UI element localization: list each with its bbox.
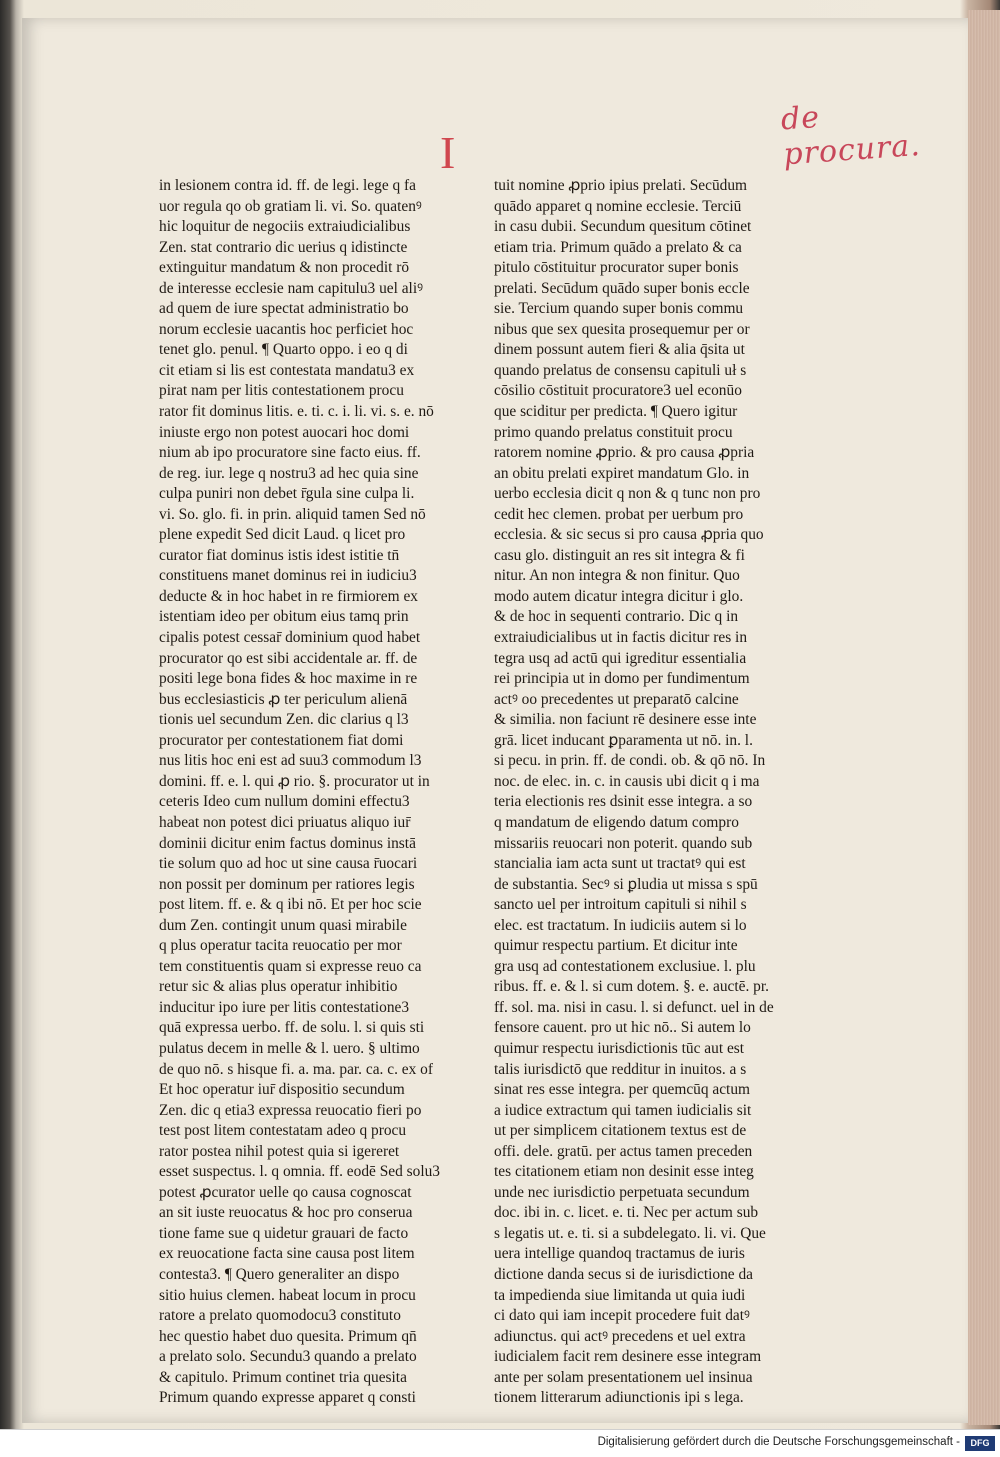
text-line: non possit per dominum per ratiores legis	[159, 875, 415, 893]
text-line: s legatis ut. e. ti. si a subdelegato. li. vi. Que	[494, 1224, 766, 1242]
text-line: elec. est tractatum. In iudiciis autem si lo	[494, 916, 747, 934]
text-line: test post litem contestatam adeo q procu	[159, 1122, 407, 1140]
text-line: & capitulo. Primum continet tria quesita	[159, 1368, 407, 1386]
text-line: uera intellige quandoq tractamus de iuris	[494, 1245, 745, 1263]
text-line: tes citationem etiam non desinit esse integ	[494, 1163, 754, 1181]
text-line: & de hoc in sequenti contrario. Dic q in	[494, 608, 739, 626]
text-line: casu glo. distinguit an res sit integra & fi	[494, 546, 745, 564]
text-line: retur sic & alias plus operatur inhibitio	[159, 978, 398, 996]
text-line: nibus que sex quesita prosequemur per or	[494, 320, 750, 338]
dfg-logo: DFG	[965, 1436, 995, 1451]
text-line: missariis reuocari non poterit. quando sub	[494, 834, 753, 852]
text-line: norum ecclesie uacantis hoc perficiet hoc	[159, 320, 414, 338]
text-line: curator fiat dominus istis idest istitie tn̄	[159, 546, 400, 564]
text-line: fensore cauent. pro ut hic nō.. Si autem lo	[494, 1019, 751, 1037]
text-line: de quo nō. s hisque fi. a. ma. par. ca. c. ex of	[159, 1060, 433, 1078]
text-line: rator fit dominus litis. e. ti. c. i. li. vi. s. e. nō	[159, 403, 434, 421]
text-line: an sit iuste reuocatus & hoc pro conserua	[159, 1204, 413, 1222]
text-line: iudicialem facit rem desinere esse integram	[494, 1348, 762, 1366]
text-line: si pecu. in prin. ff. de condi. ob. & qō nō. In	[494, 752, 766, 770]
text-line: inducitur ipo iure per litis contestatione3	[159, 998, 410, 1016]
text-line: actꝰ oo precedentes ut preparatō calcine	[494, 690, 739, 708]
text-line: in casu dubii. Secundum quesitum cōtinet	[494, 218, 752, 236]
text-line: pirat nam per litis contestationem procu	[159, 382, 404, 400]
text-line: a iudice extractum qui tamen iudicialis sit	[494, 1101, 752, 1119]
text-line: rator postea nihil potest quia si igereret	[159, 1142, 400, 1160]
text-line: q plus operatur tacita reuocatio per mor	[159, 937, 402, 955]
page-edge	[968, 10, 1000, 1425]
text-line: tionem litterarum adiunctionis ipi s lega.	[494, 1389, 744, 1407]
text-line: culpa puniri non debet r̄gula sine culpa li.	[159, 485, 415, 503]
text-line: de interesse ecclesie nam capitulu3 uel aliꝰ	[159, 279, 423, 297]
rubricated-initial: I	[440, 127, 456, 178]
text-line: doc. ibi in. c. licet. e. ti. Nec per actum sub	[494, 1204, 759, 1222]
text-line: prelati. Secūdum quādo super bonis eccle	[494, 279, 750, 297]
text-line: tie solum quo ad hoc ut sine causa r̄uocari	[159, 855, 418, 873]
text-line: ta impedienda siue limitanda ut quia iudi	[494, 1286, 746, 1304]
text-line: Primum quando expresse apparet q consti	[159, 1389, 416, 1407]
text-line: potest ꝓcurator uelle qo causa cognoscat	[159, 1183, 412, 1201]
text-line: quimur respectu partium. Et dicitur inte	[494, 937, 738, 955]
text-line: de reg. iur. lege q nostru3 ad hec quia sine	[159, 464, 419, 482]
text-line: extinguitur mandatum & non procedit rō	[159, 259, 410, 277]
right-text-column	[494, 176, 786, 1409]
text-line: ut per simplicem citationem textus est de	[494, 1122, 747, 1140]
text-line: istentiam ideo per obitum eius tamq prin	[159, 608, 409, 626]
book-page	[22, 18, 968, 1423]
text-line: cedit hec clemen. probat per uerbum pro	[494, 505, 744, 523]
text-line: contesta3. ¶ Quero generaliter an dispo	[159, 1265, 400, 1283]
text-line: nus litis hoc eni est ad suu3 commodum l3	[159, 752, 422, 770]
text-line: Zen. dic q etia3 expressa reuocatio fieri po	[159, 1101, 422, 1119]
text-line: stancialia iam acta sunt ut tractatꝰ qui est	[494, 855, 746, 873]
text-line: vi. So. glo. fi. in prin. aliquid tamen Sed nō	[159, 505, 426, 523]
text-line: ci dato qui iam incepit procedere fuit datꝰ	[494, 1307, 750, 1325]
text-line: dominii dicitur enim factus dominus instā	[159, 834, 416, 852]
text-line: ad quem de iure spectat administratio bo	[159, 300, 409, 318]
text-line: sie. Tercium quando super bonis commu	[494, 300, 744, 318]
text-line: sitio huius clemen. habeat locum in procu	[159, 1286, 416, 1304]
text-line: bus ecclesiasticis ꝓ ter periculum alienā	[159, 690, 408, 708]
text-line: ratore a prelato quomodocu3 constituto	[159, 1307, 401, 1325]
text-line: in lesionem contra id. ff. de legi. lege q fa	[159, 177, 416, 194]
text-line: ante per solam presentationem uel insinua	[494, 1368, 753, 1386]
text-line: rei principia ut in domo per fundimentum	[494, 670, 750, 688]
text-line: procurator qo est sibi accidentale ar. ff. de	[159, 649, 418, 667]
text-line: unde nec iurisdictio perpetuata secundum	[494, 1183, 750, 1201]
text-line: constituens manet dominus rei in iudiciu3	[159, 567, 417, 585]
text-line: Et hoc operatur iur̄ dispositio secundum	[159, 1081, 405, 1099]
text-line: extraiudicialibus ut in factis dicitur res in	[494, 629, 748, 647]
text-line: dinem possunt autem fieri & alia q̄sita ut	[494, 341, 745, 359]
text-line: uerbo ecclesia dicit q non & q tunc non pro	[494, 485, 761, 503]
text-line: tuit nomine ꝓprio ipius prelati. Secūdum	[494, 177, 748, 194]
text-line: teria electionis res dsinit esse integra. a so	[494, 793, 753, 811]
text-line: positi lege bona fides & hoc maxime in re	[159, 670, 418, 688]
text-line: noc. de elec. in. c. in causis ubi dicit q i ma	[494, 772, 760, 790]
text-line: plene expedit Sed dicit Laud. q licet pro	[159, 526, 406, 544]
text-line: que sciditur per predicta. ¶ Quero igitur	[494, 403, 738, 421]
text-line: tione fame sue q uidetur grauari de facto	[159, 1224, 409, 1242]
text-line: post litem. ff. e. & q ibi nō. Et per hoc scie	[159, 896, 422, 914]
text-line: grā. licet inducant ꝑparamenta ut nō. in. l.	[494, 731, 753, 749]
text-line: habeat non potest dici priuatus aliquo iur̄	[159, 813, 411, 831]
text-line: ribus. ff. e. & l. si cum dotem. §. e. auctē. pr.	[494, 978, 769, 996]
text-line: primo quando prelatus constituit procu	[494, 423, 733, 441]
text-line: dictione danda secus si de iurisdictione da	[494, 1265, 754, 1283]
text-line: dum Zen. contingit unum quasi mirabile	[159, 916, 407, 934]
text-line: sinat res esse integra. per quemcūq actum	[494, 1081, 750, 1099]
text-line: a prelato solo. Secundu3 quando a prelato	[159, 1348, 417, 1366]
text-line: nium ab ipo procuratore sine facto eius. ff.	[159, 444, 421, 462]
text-line: & similia. non faciunt rē desinere esse inte	[494, 711, 757, 729]
text-line: quimur respectu iurisdictionis tūc aut est	[494, 1039, 745, 1057]
text-line: deducte & in hoc habet in re firmiorem ex	[159, 587, 418, 605]
text-line: an obitu prelati expiret mandatum Glo. in	[494, 464, 750, 482]
text-line: adiunctus. qui actꝰ precedens et uel extra	[494, 1327, 746, 1345]
text-line: cōsilio cōstituit procuratore3 uel econūo	[494, 382, 742, 400]
text-line: cit etiam si lis est contestata mandatu3 ex	[159, 361, 415, 379]
text-line: tegra usq ad actū qui igreditur essentialia	[494, 649, 747, 667]
text-line: talis iurisdictō que redditur in inuitos. a s	[494, 1060, 747, 1078]
text-line: ratorem nomine ꝓprio. & pro causa ꝓpria	[494, 444, 755, 462]
text-line: quando prelatus de consensu capituli uł s	[494, 361, 747, 379]
text-line: uor regula qo ob gratiam li. vi. So. quatenꝰ	[159, 197, 422, 215]
margin-annotation: de procura.	[779, 99, 922, 173]
text-line: domini. ff. e. l. qui ꝓ rio. §. procurator ut in	[159, 772, 430, 790]
text-line: tionis uel secundum Zen. dic clarius q l3	[159, 711, 409, 729]
text-line: iniuste ergo non potest auocari hoc domi	[159, 423, 410, 441]
text-line: gra usq ad contestationem exclusiue. l. plu	[494, 957, 756, 975]
text-line: cipalis potest cessar̄ dominium quod habet	[159, 629, 421, 647]
text-line: pitulo cōstituitur procurator super bonis	[494, 259, 739, 277]
footer-bar	[0, 1429, 1000, 1457]
text-line: ex reuocatione facta sine causa post litem	[159, 1245, 415, 1263]
text-line: Zen. stat contrario dic uerius q idistincte	[159, 238, 408, 256]
text-line: quādo apparet q nomine ecclesie. Terciū	[494, 197, 742, 215]
text-line: ff. sol. ma. nisi in casu. l. si defunct. uel in de	[494, 998, 774, 1016]
text-line: modo autem dicatur integra dicitur i glo.	[494, 587, 744, 605]
digitization-credit: Digitalisierung gefördert durch die Deutsche Forschungsgemeinschaft -	[597, 1436, 960, 1448]
text-line: quā expressa uerbo. ff. de solu. l. si quis sti	[159, 1019, 425, 1037]
text-line: pulatus decem in melle & l. uero. § ultimo	[159, 1039, 420, 1057]
text-line: hic loquitur de negociis extraiudicialibus	[159, 218, 411, 236]
left-text-column	[159, 176, 451, 1409]
text-line: tenet glo. penul. ¶ Quarto oppo. i eo q di	[159, 341, 408, 359]
text-line: de substantia. Secꝰ si ꝑludia ut missa s spū	[494, 875, 758, 893]
text-line: offi. dele. gratū. per actus tamen preceden	[494, 1142, 753, 1160]
text-line: q mandatum de eligendo datum compro	[494, 813, 739, 831]
text-line: etiam tria. Primum quādo a prelato & ca	[494, 238, 742, 256]
text-line: esset suspectus. l. q omnia. ff. eodē Sed solu3	[159, 1163, 440, 1181]
text-line: ceteris Ideo cum nullum domini effectu3	[159, 793, 410, 811]
text-line: ecclesia. & sic secus si pro causa ꝓpria quo	[494, 526, 764, 544]
text-line: procurator per contestationem fiat domi	[159, 731, 404, 749]
text-line: hec questio habet duo quesita. Primum qn̄	[159, 1327, 417, 1345]
text-line: tem constituentis quam si expresse reuo ca	[159, 957, 422, 975]
text-line: sancto uel per introitum capituli si nihil s	[494, 896, 747, 914]
text-line: nitur. An non integra & non finitur. Quo	[494, 567, 740, 585]
